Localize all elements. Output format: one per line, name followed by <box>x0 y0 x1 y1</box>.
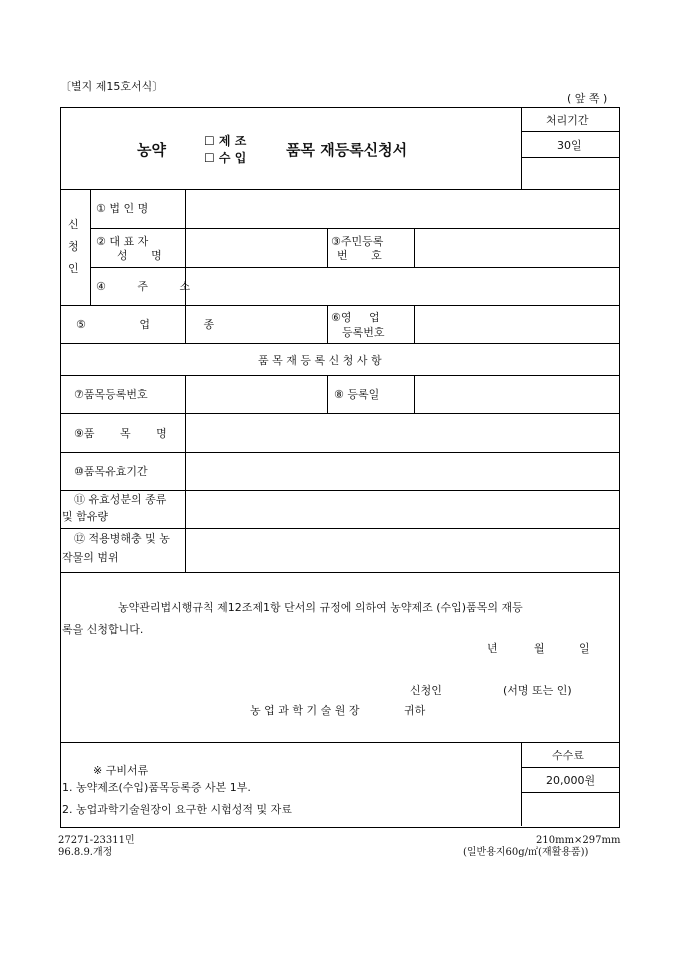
ingredient-label-1: ⑪ 유효성분의 종류 <box>74 493 167 506</box>
rep-name-label-2: 성 명 <box>117 249 162 262</box>
applicant-label-2: 청 <box>68 240 79 253</box>
form-number: 〔별지 제15호서식〕 <box>60 80 164 93</box>
bizreg-label-1: ⑥영 업 <box>331 311 380 324</box>
scope-label-2: 작물의 범위 <box>62 551 119 564</box>
reg-date-field[interactable] <box>415 376 618 412</box>
applicant-label-1: 신 <box>68 218 79 231</box>
rep-name-field[interactable] <box>186 229 326 266</box>
product-reg-no-label: ⑦품목등록번호 <box>74 388 148 401</box>
date-year: 년 <box>487 642 498 655</box>
validity-period-label: ⑩품목유효기간 <box>74 465 148 478</box>
applicant-label-3: 인 <box>68 262 79 275</box>
applicant-sign-label: 신청인 <box>410 684 442 697</box>
title-option-manufacture[interactable]: ☐ 제 조 <box>204 134 247 148</box>
scope-label-1: ⑫ 적용병해충 및 농 <box>74 532 170 545</box>
rep-name-label-1: ② 대 표 자 <box>96 235 149 248</box>
rrn-field[interactable] <box>415 229 618 266</box>
footer-revision: 96.8.9.개정 <box>58 847 113 858</box>
footer-size: 210mm×297mm <box>536 835 621 846</box>
signature-label: (서명 또는 인) <box>503 684 572 697</box>
corp-name-label: ① 법 인 명 <box>96 202 149 215</box>
addressee: 농 업 과 학 기 술 원 장 <box>250 704 360 717</box>
documents-item-1: 1. 농약제조(수입)품목등록증 사본 1부. <box>62 781 251 794</box>
bizreg-field[interactable] <box>415 306 618 342</box>
corp-name-field[interactable] <box>186 190 618 227</box>
address-field[interactable] <box>186 268 618 304</box>
documents-item-2: 2. 농업과학기술원장이 요구한 시험성적 및 자료 <box>62 803 292 816</box>
reg-date-label: ⑧ 등록일 <box>334 388 380 401</box>
scope-field[interactable] <box>186 529 618 571</box>
product-reg-no-field[interactable] <box>186 376 326 412</box>
footer-paper: (일반용지60g/㎡(재활용품)) <box>463 847 589 858</box>
fee-value: 20,000원 <box>546 774 596 787</box>
statement-line2: 록을 신청합니다. <box>62 623 144 636</box>
page-side: ( 앞 쪽 ) <box>567 92 608 105</box>
date-month: 월 <box>534 642 545 655</box>
documents-heading: ※ 구비서류 <box>93 764 149 777</box>
product-name-label: ⑨품 목 명 <box>74 427 167 440</box>
title-part2: 품목 재등록신청서 <box>286 141 408 159</box>
business-type-label: ⑤ 업 종 <box>76 318 215 331</box>
title-option-import[interactable]: ☐ 수 입 <box>204 151 247 165</box>
processing-label: 처리기간 <box>546 114 589 127</box>
footer-code: 27271-23311민 <box>58 835 135 846</box>
rrn-label-2: 번 호 <box>337 249 382 262</box>
addressee-honorific: 귀하 <box>404 704 426 717</box>
validity-period-field[interactable] <box>186 453 618 489</box>
fee-label: 수수료 <box>552 749 584 762</box>
ingredient-label-2: 및 함유량 <box>62 510 109 523</box>
ingredient-field[interactable] <box>186 491 618 527</box>
rrn-label-1: ③주민등록 <box>331 235 384 248</box>
title-part1: 농약 <box>137 141 166 159</box>
processing-value: 30일 <box>557 139 582 152</box>
statement-line1: 농약관리법시행규칙 제12조제1항 단서의 규정에 의하여 농약제조 (수입)품목의 재등 <box>118 601 523 614</box>
bizreg-label-2: 등록번호 <box>342 326 385 339</box>
product-name-field[interactable] <box>186 414 618 451</box>
date-day: 일 <box>579 642 590 655</box>
business-type-field[interactable] <box>186 306 326 342</box>
section-title: 품 목 재 등 록 신 청 사 항 <box>258 354 382 367</box>
address-label: ④ 주 소 <box>96 280 191 293</box>
